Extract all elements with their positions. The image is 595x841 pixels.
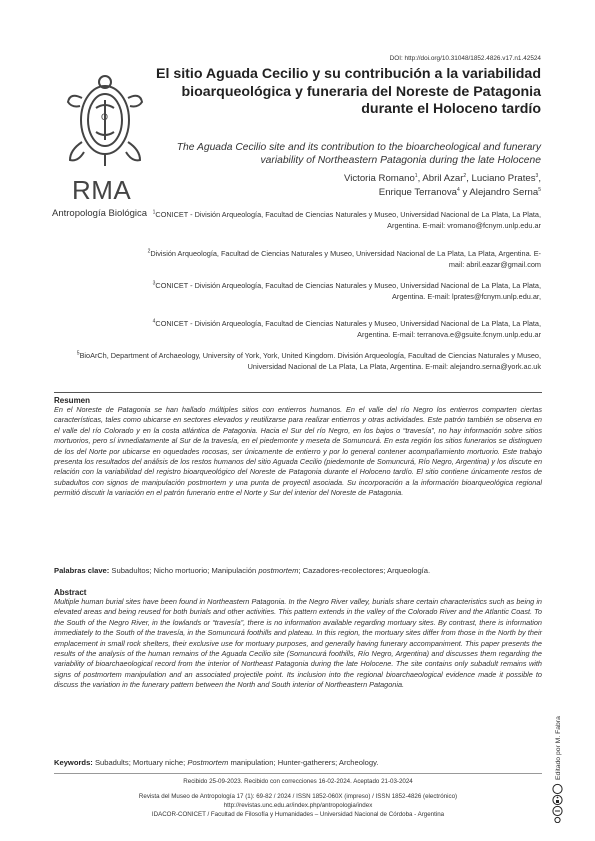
keywords-label: Keywords:: [54, 758, 93, 767]
journal-logo-text: RMA: [72, 175, 132, 205]
rma-logo-icon: [60, 70, 150, 180]
affiliation-1: [141, 209, 541, 231]
palabras-clave-label: Palabras clave:: [54, 566, 110, 575]
creative-commons-icon: [552, 783, 563, 823]
affil-marker: 5: [538, 186, 541, 193]
affiliation-3: [141, 280, 541, 302]
affil-marker: 2: [463, 172, 467, 179]
affiliation-text: CONICET - División Arqueología, Facultad de Ciencias Naturales y Museo, Universidad Nacional de La Plata, La Plata, Argentina. E-mail: vromano@fcnym.unlp.edu.ar: [155, 210, 541, 230]
doi-line[interactable]: DOI: http://doi.org/10.31048/1852.4826.v17.n1.42524: [389, 55, 541, 62]
editor-note: [553, 700, 563, 780]
author-name: Victoria Romano: [344, 173, 415, 184]
article-title-english: The Aguada Cecilio site and its contribution to the bioarcheological and funerary variability of Northeastern Patagonia during the late Holocene: [176, 142, 541, 166]
affiliation-text: CONICET - División Arqueología, Facultad de Ciencias Naturales y Museo, Universidad Nacional de La Plata, La Plata, Argentina. E-mail: terranova.e@gsuite.fcnym.unlp.edu.ar: [155, 319, 541, 339]
keywords-text: Subadults; Mortuary niche;: [92, 758, 188, 767]
resumen-heading: Resumen: [54, 396, 91, 405]
keywords-text: manipulation; Hunter-gatherers; Archeology.: [228, 758, 379, 767]
footer-divider: [54, 773, 542, 774]
keywords: [54, 758, 542, 767]
affiliation-5: [41, 350, 541, 372]
affiliation-4: [141, 318, 541, 340]
affiliation-text: BioArCh, Department of Archaeology, University of York, York, United Kingdom. División Arqueología, Facultad de Ciencias Naturales y Museo, Universidad Nacional de La Plata, La Plata, Argentina. E-mail: alejandro.serna@york.ac.uk: [79, 351, 541, 371]
author-name: y Alejandro Serna: [459, 186, 539, 198]
author-name: , Luciano Prates: [466, 173, 536, 184]
palabras-clave-emphasis: postmortem: [258, 566, 299, 575]
institution-line: IDACOR-CONICET / Facultad de Filosofía y Humanidades – Universidad Nacional de Córdoba - Argentina: [151, 811, 445, 818]
affiliation-2: [141, 248, 541, 270]
editor-note-text: Editado por M. Fabra: [555, 716, 562, 780]
affil-marker: 1: [414, 172, 418, 179]
resumen-text: En el Noreste de Patagonia se han hallado múltiples sitios con entierros humanos. En el valle del río Negro los entierros comparten ciertas características, tales como ubicarse en sectores elevados y reutilizarse para realizar entierros y otras actividades. Este patrón también se observa en el valle del río Colorado y en la costa atlántica de Patagonia. Hacia el Sur del río Negro, en los bajos o “travesía”, no hay información sobre sitios mortuorios, pero sí inmediatamente al Sur de la travesía, en el piedemonte y meseta de Somuncurá. En esta región los sitios funerarios se distinguen de los del Norte por ubicarse en oquedades rocosas, ser únicamente de entierro y por lo general contener acompañamiento mortuorio. Este trabajo presenta los resultados del análisis de los restos humanos del sitio Aguada Cecilio (piedemonte de Somuncurá, Río Negro, Argentina) y los discute en relación con la variabilidad del registro bioarqueológico del Noreste de Patagonia durante el Holoceno tardío. El sitio contiene únicamente restos de subadultos con signos de manipulación postmortem y una punta de proyectil asociada. Su incorporación a la información bioarqueológica regional permitió discutir la variación en el patrón funerario entre el Norte y Sur del interior del Noreste de Patagonia.: [54, 405, 542, 498]
affil-number: 4: [152, 318, 156, 325]
resumen-section: [54, 396, 542, 499]
affil-number: 1: [152, 209, 156, 216]
author-name: , Abril Azar: [417, 173, 464, 184]
palabras-clave: [54, 566, 542, 575]
affil-number: 2: [147, 248, 151, 255]
affiliation-text: División Arqueología, Facultad de Ciencias Naturales y Museo, Universidad Nacional de La Plata, La Plata, Argentina. E-mail: abril.eazar@gmail.com: [150, 249, 541, 269]
author-name: Enrique Terranova: [378, 186, 458, 198]
author-list: [241, 172, 541, 199]
palabras-clave-text: ; Cazadores-recolectores; Arqueología.: [298, 566, 431, 575]
keywords-emphasis: Postmortem: [187, 758, 229, 767]
received-dates: Recibido 25-09-2023. Recibido con correcciones 16-02-2024. Aceptado 21-03-2024: [183, 778, 413, 785]
abstract-heading: Abstract: [54, 588, 87, 597]
affil-number: 5: [76, 350, 80, 357]
affil-number: 3: [152, 280, 156, 287]
affil-marker: 4: [457, 186, 460, 193]
article-title: El sitio Aguada Cecilio y su contribución a la variabilidad bioarqueológica y funeraria del Noreste de Patagonia durante el Holoceno tardío: [156, 66, 541, 117]
abstract-text: Multiple human burial sites have been found in Northeastern Patagonia. In the Negro River valley, burials share certain characteristics such as being in elevated areas and being reused for both burials and other activities. This pattern extends in the valley of the Colorado River and the Atlantic Coast. To the South of the Negro River, in the lowlands or “travesía”, there is no information available regarding mortuary sites. By contrast, there is information immediately to the South of the travesía, in the Somuncurá foothills and plateau. In this region, the mortuary sites differ from those in the North by their emplacement in small rock shelters, their exclusive use for mortuary purposes, and generally having funerary accompaniment. This paper presents the results of the analysis of the human remains of the Aguada Cecilio site (Somuncurá foothills, Río Negro, Argentina) and discusses them regarding the variability of bioarchaeological record from the interior of Northeast Patagonia during the late Holocene. The site contains only subadult remains with signs of postmortem manipulation and an associated projectile point. Its inclusion into the regional bioarchaeological evidence made it possible to discuss the variation in the funerary pattern between the North and South interior of Northeastern Patagonia.: [54, 597, 542, 690]
section-divider: [54, 392, 542, 393]
journal-url-link[interactable]: http://revistas.unc.edu.ar/index.php/antropologia/index: [223, 802, 373, 809]
journal-citation: Revista del Museo de Antropología 17 (1): 69-82 / 2024 / ISSN 1852-060X (impreso) / ISSN 1852-4826 (electrónico): [138, 793, 458, 800]
affiliation-text: CONICET - División Arqueología, Facultad de Ciencias Naturales y Museo, Universidad Nacional de La Plata, La Plata, Argentina. E-mail: lprates@fcnym.unlp.edu.ar,: [155, 281, 541, 301]
abstract-section: [54, 588, 542, 691]
author-sep: ,: [538, 173, 541, 184]
affil-marker: 3: [535, 172, 539, 179]
palabras-clave-text: Subadultos; Nicho mortuorio; Manipulación: [109, 566, 259, 575]
svg-text:O: O: [101, 112, 109, 122]
journal-subtitle: Antropología Biológica: [52, 208, 148, 219]
